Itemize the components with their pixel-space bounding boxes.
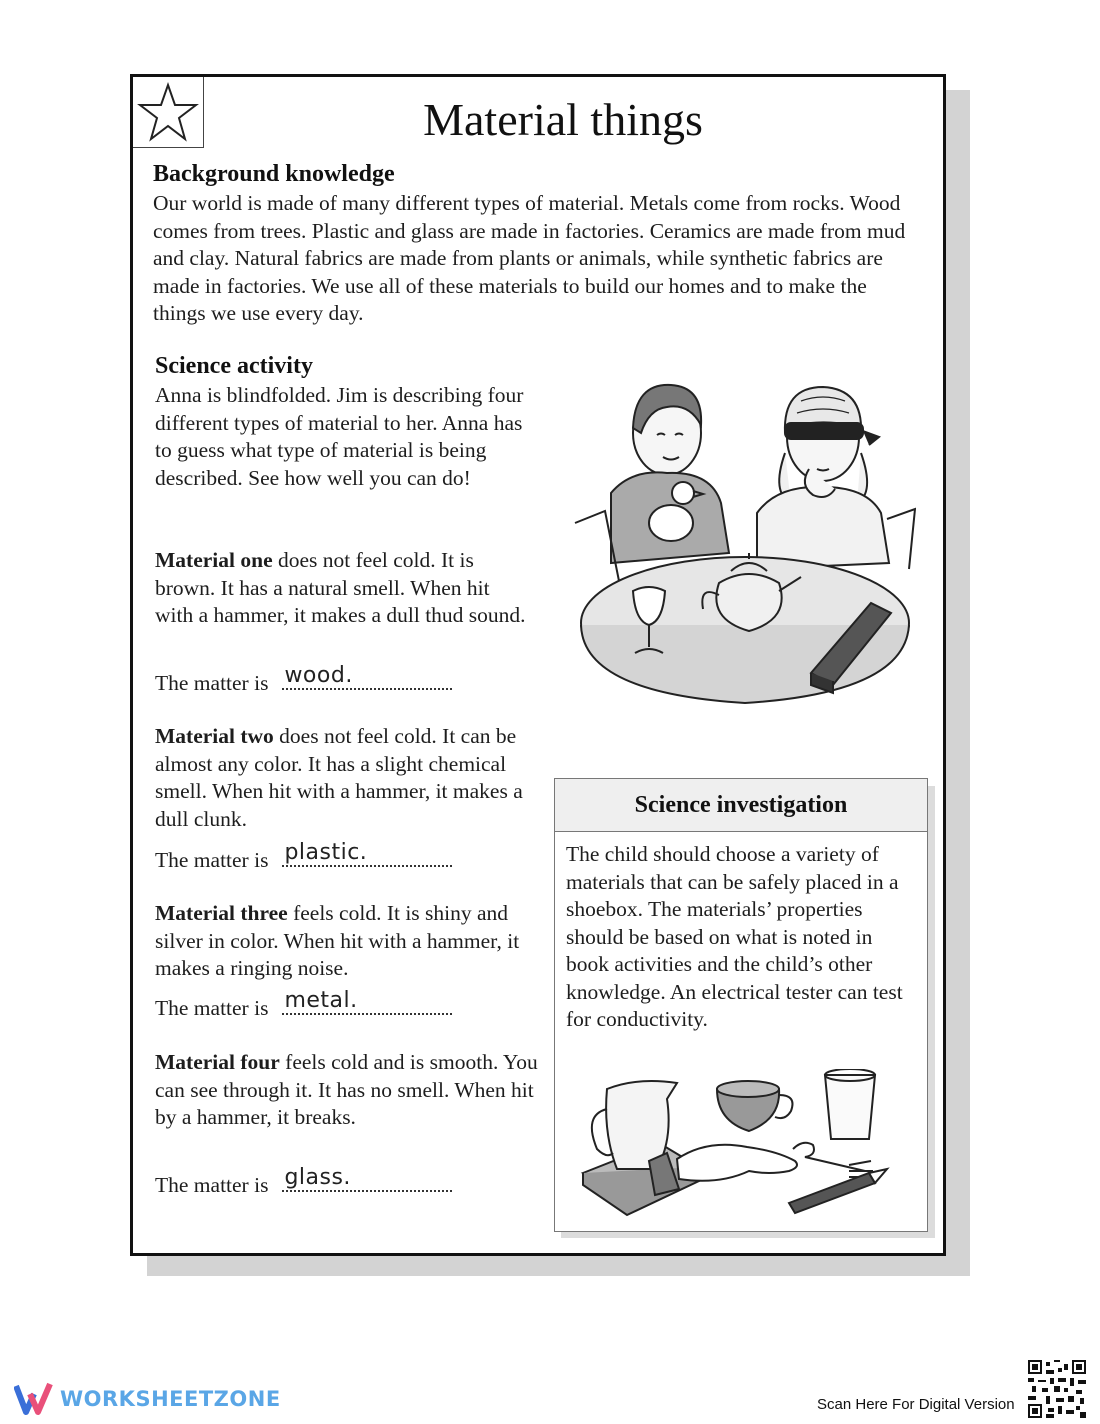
- worksheetzone-logo-icon: [14, 1382, 54, 1416]
- answer-field-two[interactable]: [282, 840, 452, 867]
- scan-text: Scan Here For Digital Version: [817, 1396, 1015, 1413]
- brand-logo[interactable]: [14, 1382, 281, 1416]
- brand-name: WORKSHEETZONE: [60, 1387, 281, 1411]
- worksheet: [130, 74, 946, 1256]
- qr-code-icon[interactable]: [1028, 1360, 1086, 1418]
- material-one-desc: does not feel cold. It is brown. It has a natural smell. When hit with a hammer, it makes a dull thud sound.: [155, 548, 526, 627]
- materials-illustration: [577, 1069, 907, 1219]
- children-table-illustration: [571, 373, 916, 718]
- answer-field-one[interactable]: [282, 663, 452, 690]
- answer-field-four[interactable]: [282, 1165, 452, 1192]
- material-four-desc: feels cold and is smooth. You can see through it. It has no smell. When hit by a hammer, it breaks.: [155, 1050, 538, 1129]
- investigation-text: The child should choose a variety of materials that can be safely placed in a shoebox. The materials’ properties should be based on what is noted in book activities and the child’s other knowledge. An electrical tester can test for conductivity.: [566, 842, 903, 1031]
- investigation-heading: Science investigation: [555, 779, 927, 832]
- investigation-box: [554, 778, 928, 1232]
- answer-prefix: The matter is: [155, 671, 269, 695]
- material-two-desc: does not feel cold. It can be almost any color. It has a slight chemical smell. When hit with a hammer, it makes a dull clunk.: [155, 724, 523, 831]
- material-one-answer-line: [155, 663, 452, 696]
- material-two-answer-line: [155, 840, 452, 873]
- activity-heading: Science activity: [155, 353, 313, 379]
- answer-two: plastic.: [284, 840, 368, 865]
- star-icon: [133, 77, 203, 147]
- background-text: Our world is made of many different types of material. Metals come from rocks. Wood comes from trees. Plastic and glass are made in factories. Ceramics are made from mud and clay. Natural fabrics are made from plants or animals, while synthetic fabrics are made in factories. We use all of these materials to build our homes and to make the things we use every day.: [153, 191, 906, 325]
- material-four-name: Material four: [155, 1050, 280, 1074]
- material-three-name: Material three: [155, 901, 288, 925]
- material-two-text: [155, 723, 527, 833]
- answer-one: wood.: [284, 663, 353, 688]
- material-four-text: [155, 1049, 545, 1132]
- answer-prefix: The matter is: [155, 848, 269, 872]
- star-badge: [133, 77, 204, 148]
- material-three-text: [155, 900, 527, 983]
- page-title: Material things: [423, 94, 703, 145]
- answer-four: glass.: [284, 1165, 351, 1190]
- answer-prefix: The matter is: [155, 996, 269, 1020]
- answer-field-three[interactable]: [282, 988, 452, 1015]
- material-one-name: Material one: [155, 548, 273, 572]
- background-heading: Background knowledge: [153, 161, 395, 187]
- answer-three: metal.: [284, 988, 358, 1013]
- material-four-answer-line: [155, 1165, 452, 1198]
- material-three-desc: feels cold. It is shiny and silver in color. When hit with a hammer, it makes a ringing noise.: [155, 901, 520, 980]
- activity-intro: Anna is blindfolded. Jim is describing four different types of material to her. Anna has to guess what type of material is being described. See how well you can do!: [155, 383, 524, 490]
- material-three-answer-line: [155, 988, 452, 1021]
- material-two-name: Material two: [155, 724, 274, 748]
- material-one-text: [155, 547, 527, 630]
- answer-prefix: The matter is: [155, 1173, 269, 1197]
